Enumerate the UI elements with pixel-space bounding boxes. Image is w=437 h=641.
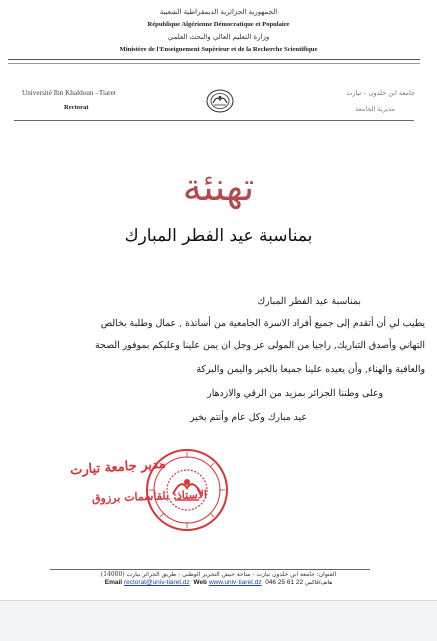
- header-ministry-french: Ministère de l'Enseignement Supérieur et de la Recherche Scientifique: [119, 46, 318, 53]
- footer-address: العنوان: جامعة ابن خلدون تيارت - ساحة جيش التحرير الوطني - طريق الجزائر تيارت (14000): [100, 571, 337, 578]
- rectorat-label: Rectorat: [64, 104, 89, 111]
- header-ministry-arabic: وزارة التعليم العالي والبحث العلمي: [167, 33, 270, 41]
- header-republic-french: République Algérienne Démocratique et Populaire: [147, 21, 290, 28]
- letterhead-divider: [14, 120, 414, 121]
- university-logo-icon: [205, 88, 235, 114]
- greeting-subtitle: بمناسبة عيد الفطر المبارك: [124, 226, 313, 246]
- footer-contact: [0, 579, 437, 586]
- body-line: بمناسبة عيد الفطر المبارك: [257, 296, 361, 307]
- email-link[interactable]: rectorat@univ-tiaret.dz: [123, 579, 190, 586]
- viewer-bottom-margin: [0, 600, 437, 641]
- body-line: التهاني وأصدق التباريك, راجيا من المولى عز وجل ان يمن علينا وعليكم بموفور الصحة: [95, 340, 425, 351]
- header-divider-second: [8, 63, 420, 64]
- footer-divider: [50, 569, 370, 570]
- web-label: Web: [193, 579, 208, 586]
- directorate-arabic: مديرية الجامعة: [355, 105, 395, 113]
- greeting-title: تهنئة: [182, 165, 255, 209]
- body-line: وعلى وطننا الجزائر بمزيد من الرقي والازدهار: [207, 388, 383, 399]
- body-line: يطيب لي أن أتقدم إلى جميع أفراد الاسرة الجامعية من أساتذة , عمال وطلبة بخالص: [100, 318, 425, 329]
- header-republic-arabic: الجمهورية الجزائرية الديمقراطية الشعبية: [159, 8, 278, 16]
- body-line: والعافية والهناء, وأن يعيده علينا جميعا بالخير واليمن والبركة: [196, 364, 425, 375]
- web-link[interactable]: www.univ-tiaret.dz: [208, 579, 262, 586]
- phone-number: 046 25 61 22: [265, 579, 304, 586]
- header-divider-top: [8, 59, 420, 60]
- email-label: Email: [104, 579, 123, 586]
- university-name-french: Université Ibn Khaldoun –Tiaret: [22, 89, 116, 97]
- university-name-arabic: جامعة ابن خلدون – تيارت: [346, 89, 415, 97]
- signature-title: مدير جامعة تيارت: [69, 456, 167, 479]
- signature-name: الأستاذ: بلقاسمات برزوق: [91, 487, 208, 506]
- body-line: عيد مبارك وكل عام وأنتم بخير: [189, 412, 307, 423]
- phone-label: هاتف/فاكس: [304, 580, 333, 586]
